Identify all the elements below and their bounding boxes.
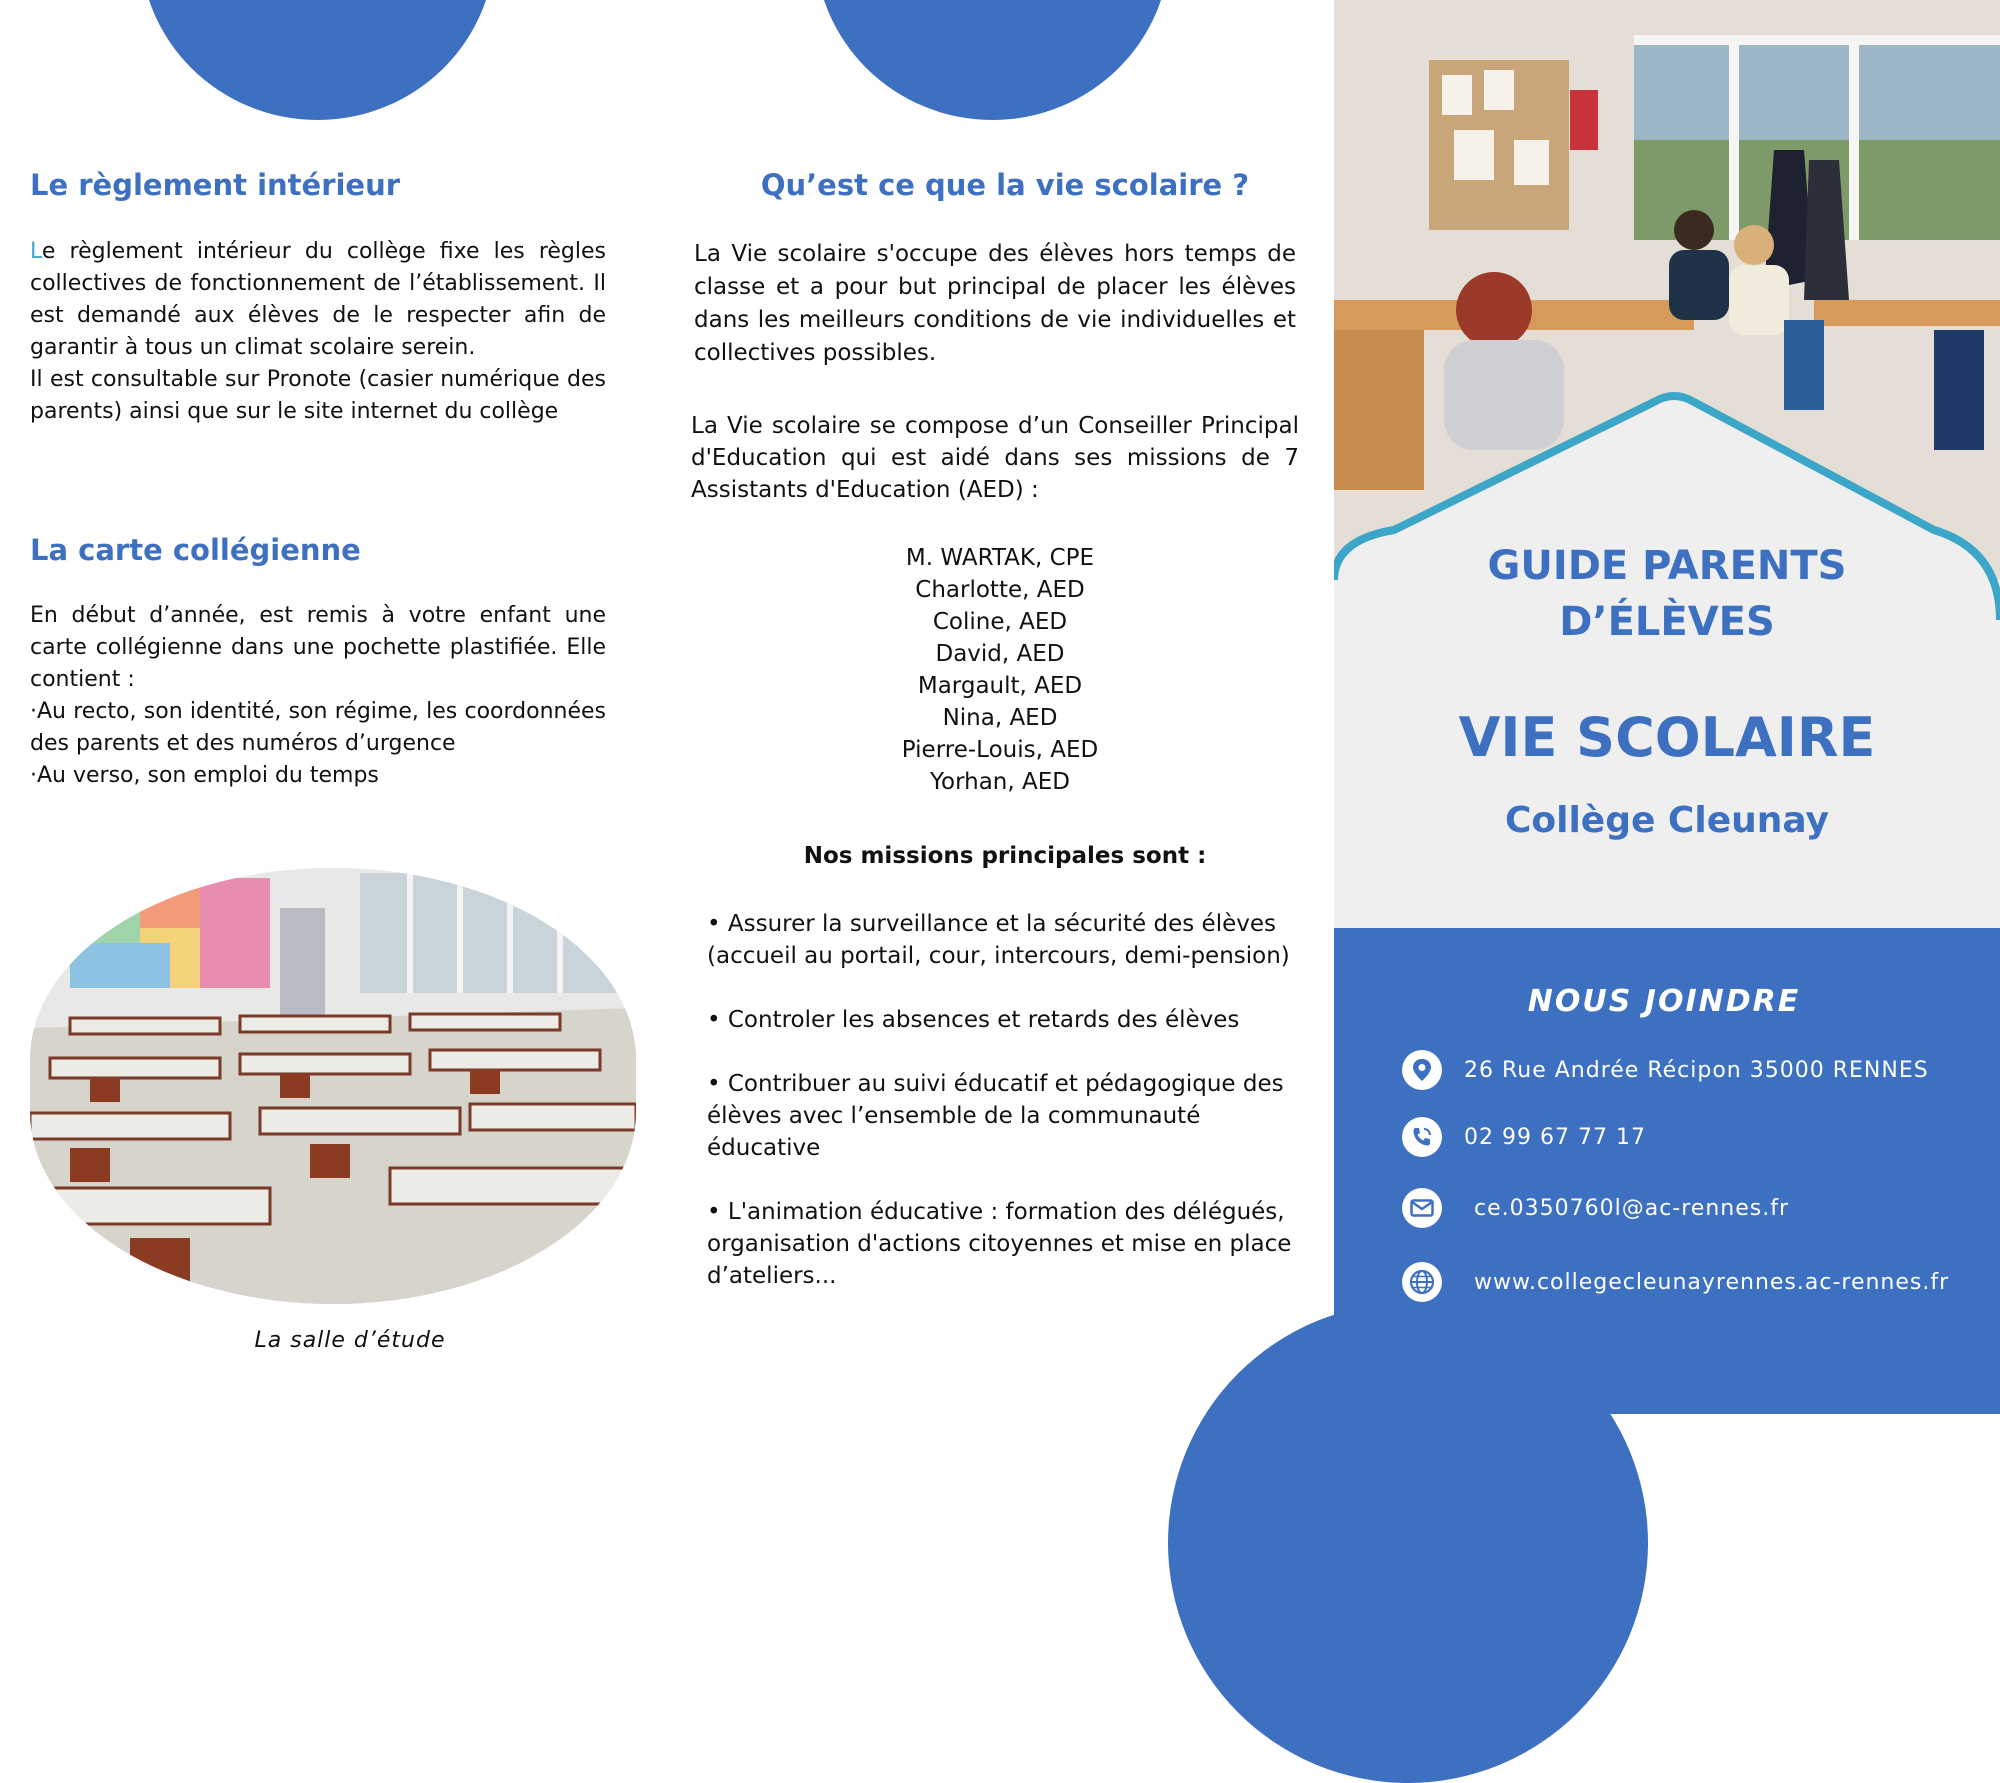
- website-link[interactable]: www.collegecleunayrennes.ac-rennes.fr: [1474, 1269, 1950, 1295]
- location-pin-icon: [1402, 1050, 1442, 1090]
- study-room-photo: [30, 868, 636, 1304]
- reglement-paragraph-2: Il est consultable sur Pronote (casier numérique des parents) ainsi que sur le site internet du collège: [30, 367, 606, 424]
- photo-caption: La salle d’étude: [254, 1328, 446, 1353]
- phone-icon: [1402, 1117, 1442, 1157]
- drop-letter: L: [30, 239, 42, 264]
- carte-paragraph-1: En début d’année, est remis à votre enfant une carte collégienne dans une pochette plastifiée. Elle contient :: [30, 603, 606, 692]
- phone-link[interactable]: 02 99 67 77 17: [1464, 1124, 1646, 1150]
- study-room-illustration: [30, 868, 636, 1304]
- contact-website: [1402, 1262, 1949, 1302]
- staff-item: Nina, AED: [942, 705, 1058, 731]
- composition-paragraph: La Vie scolaire se compose d’un Conseiller Principal d'Education qui est aidé dans ses missions de 7 Assistants d'Education (AED) :: [691, 413, 1299, 503]
- carte-text: [30, 600, 606, 792]
- cover-arch: [1334, 390, 2000, 930]
- decorative-circle-bottom: [1168, 1303, 1648, 1783]
- mission-item: • L'animation éducative : formation des délégués, organisation d'actions citoyennes et mise en place d’ateliers...: [707, 1199, 1292, 1289]
- staff-item: David, AED: [935, 641, 1065, 667]
- staff-item: Yorhan, AED: [930, 769, 1070, 795]
- reglement-paragraph-1: e règlement intérieur du collège fixe les règles collectives de fonctionnement de l’établissement. Il est demandé aux élèves de le respecter afin de garantir à tous un climat scolaire serein.: [30, 239, 606, 360]
- contact-address: [1402, 1050, 1929, 1090]
- decorative-circle-left: [140, 0, 495, 120]
- carte-title: La carte collégienne: [30, 533, 361, 567]
- guide-title: [1334, 538, 2000, 650]
- email-link[interactable]: ce.0350760l@ac-rennes.fr: [1474, 1195, 1789, 1221]
- reglement-text: [30, 236, 606, 428]
- staff-item: Coline, AED: [932, 609, 1068, 635]
- staff-item: M. WARTAK, CPE: [905, 545, 1095, 571]
- contact-email: [1402, 1188, 1789, 1228]
- decorative-circle-center: [815, 0, 1170, 120]
- reglement-title: Le règlement intérieur: [30, 168, 401, 202]
- intro-paragraph: La Vie scolaire s'occupe des élèves hors temps de classe et a pour but principal de placer les élèves dans les meilleurs conditions de vie individuelles et collectives possibles.: [694, 241, 1296, 366]
- mission-item: • Controler les absences et retards des élèves: [707, 1007, 1240, 1033]
- guide-title-line-2: D’ÉLÈVES: [1559, 599, 1775, 645]
- staff-item: Margault, AED: [917, 673, 1083, 699]
- carte-paragraph-2: ·Au recto, son identité, son régime, les coordonnées des parents et des numéros d’urgence: [30, 699, 606, 756]
- staff-list: [850, 542, 1150, 798]
- vie-scolaire-question-title: Qu’est ce que la vie scolaire ?: [760, 168, 1250, 202]
- mail-icon: [1402, 1188, 1442, 1228]
- mission-item: • Assurer la surveillance et la sécurité des élèves (accueil au portail, cour, intercours, demi-pension): [707, 911, 1290, 969]
- contact-title: NOUS JOINDRE: [1527, 984, 1801, 1019]
- address-text: 26 Rue Andrée Récipon 35000 RENNES: [1464, 1057, 1929, 1083]
- contact-phone: [1402, 1117, 1646, 1157]
- globe-icon: [1402, 1262, 1442, 1302]
- mission-item: • Contribuer au suivi éducatif et pédagogique des élèves avec l’ensemble de la communauté éducative: [707, 1071, 1284, 1161]
- missions-title: Nos missions principales sont :: [803, 843, 1207, 869]
- main-title: VIE SCOLAIRE: [1458, 706, 1876, 769]
- number-chart: [70, 878, 270, 988]
- guide-title-line-1: GUIDE PARENTS: [1487, 543, 1847, 589]
- school-name: Collège Cleunay: [1504, 800, 1830, 841]
- staff-item: Pierre-Louis, AED: [901, 737, 1099, 763]
- missions-list: [707, 908, 1307, 1324]
- staff-item: Charlotte, AED: [915, 577, 1085, 603]
- carte-paragraph-3: ·Au verso, son emploi du temps: [30, 763, 379, 788]
